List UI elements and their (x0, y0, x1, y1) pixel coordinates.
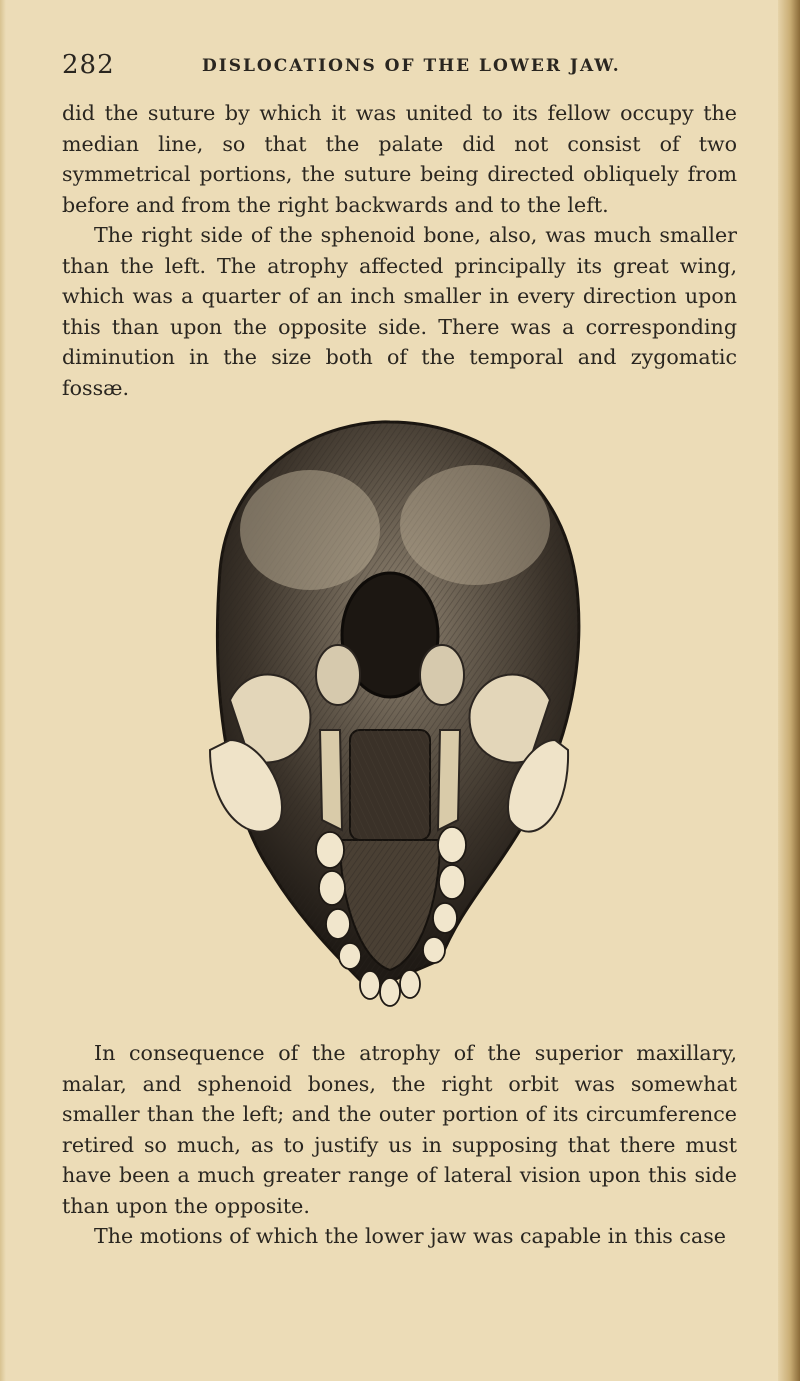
skull-figure (190, 400, 590, 1030)
paragraph-2: The right side of the sphenoid bone, also, was much smaller than the left. The atrophy affected principally its great wing, which was a quarter of an inch smaller in every direction upon this than upon the opposite side. There was a corresponding diminution in the size both of the temporal and zygomatic fossæ. (62, 223, 737, 400)
paragraph-4: The motions of which the lower jaw was capable in this case (94, 1224, 726, 1248)
gutter-shadow (0, 0, 6, 1381)
paragraph-1: did the suture by which it was united to its fellow occupy the median line, so that the palate did not consist of two symmetrical portions, the suture being directed obliquely from before and from the right backwards and to the left. (62, 101, 737, 217)
page-number: 282 (62, 50, 115, 80)
page-edge (778, 0, 800, 1381)
skull-engraving-icon (190, 400, 590, 1030)
running-head (62, 50, 742, 86)
paragraph-3: In consequence of the atrophy of the superior maxillary, malar, and sphenoid bones, the right orbit was somewhat smaller than the left; and the outer portion of its circumference retired so much, as to justify us in supposing that there must have been a much greater range of lateral vision upon this side than upon the opposite. (62, 1041, 737, 1218)
text-block-top (62, 98, 737, 403)
running-title: DISLOCATIONS OF THE LOWER JAW. (202, 56, 621, 76)
text-block-bottom (62, 1038, 737, 1252)
